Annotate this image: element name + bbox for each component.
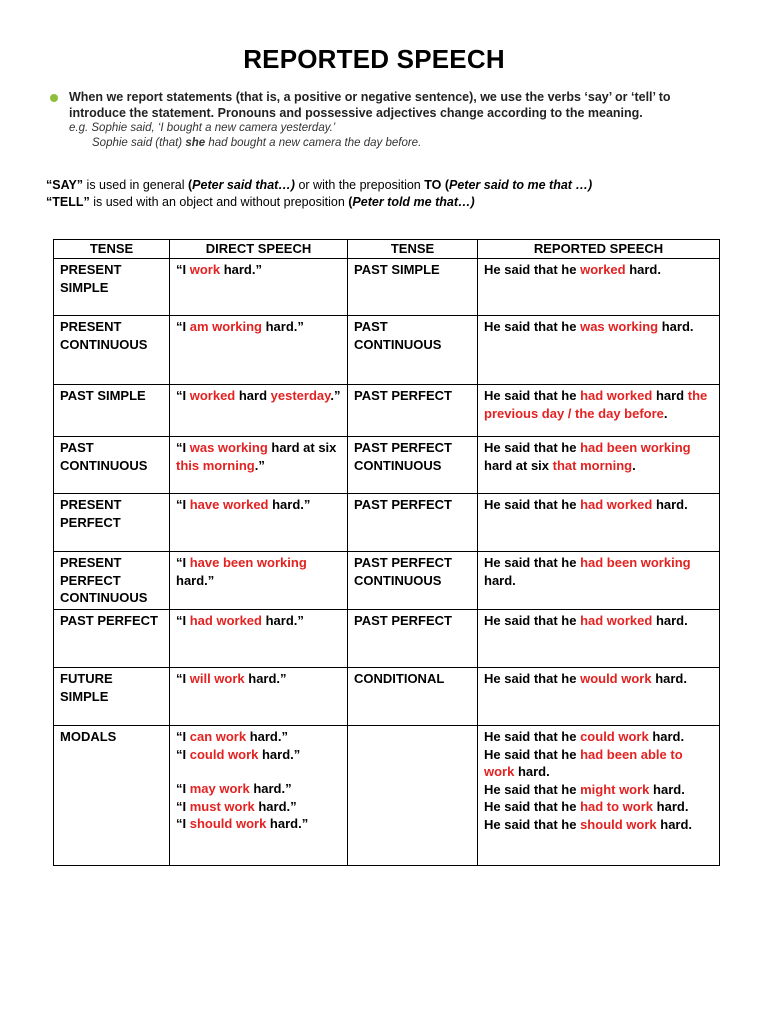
tense-label: PAST PERFECT	[354, 388, 452, 403]
tell-word: “TELL”	[46, 195, 90, 209]
speech-text: hard.”	[261, 613, 304, 628]
speech-text: hard.	[658, 319, 694, 334]
highlighted-verb: had to work	[580, 799, 654, 814]
speech-text: hard.	[651, 671, 687, 686]
reported-speech-cell	[478, 610, 720, 668]
table-row	[54, 668, 720, 726]
speech-text: hard.	[652, 613, 688, 628]
header-direct-speech: DIRECT SPEECH	[170, 240, 348, 259]
tense-cell	[54, 610, 170, 668]
speech-text: He said that he	[484, 555, 581, 570]
highlighted-verb: had worked	[580, 613, 653, 628]
highlighted-verb: had worked	[580, 497, 653, 512]
speech-text: hard.”	[246, 729, 288, 744]
speech-text: “I	[176, 798, 190, 814]
tense-label: MODALS	[60, 729, 117, 744]
modal-line	[484, 746, 713, 781]
speech-text: He said that he	[484, 613, 581, 628]
highlighted-verb: had been able to work	[484, 746, 683, 779]
speech-text: hard.	[648, 729, 685, 744]
speech-text: “I	[176, 440, 190, 455]
speech-text: hard.	[649, 781, 685, 797]
reported-speech-cell	[478, 259, 720, 316]
highlighted-verb: this morning	[176, 457, 255, 473]
modal-line	[176, 798, 341, 816]
tense-cell	[54, 316, 170, 385]
speech-text: hard.	[653, 799, 689, 814]
speech-text: He said that he	[484, 816, 581, 832]
modal-line	[176, 728, 341, 746]
table-row-modals	[54, 726, 720, 866]
highlighted-verb: can work	[189, 729, 247, 744]
reported-tense-cell	[348, 259, 478, 316]
intro-line-1: When we report statements (that is, a positive or negative sentence), we use the verbs ‘say’ or ‘tell’ to	[69, 90, 671, 104]
tense-label: PAST PERFECT	[354, 497, 452, 512]
say-usage-line	[46, 178, 592, 192]
speech-text: hard.”	[268, 497, 311, 512]
speech-text: hard.	[514, 764, 550, 779]
tense-cell	[54, 552, 170, 610]
tense-label: PAST CONTINUOUS	[354, 319, 442, 352]
tense-label: PRESENT SIMPLE	[60, 262, 122, 295]
tell-usage-line	[46, 195, 475, 209]
tense-label: PRESENT PERFECT	[60, 497, 122, 530]
speech-text: He said that he	[484, 746, 581, 762]
speech-text: “I	[176, 388, 190, 403]
speech-text: hard.”	[244, 671, 287, 686]
speech-text: hard.”	[176, 572, 215, 588]
speech-text: “I	[176, 613, 190, 628]
speech-text: “I	[176, 319, 190, 334]
table-row	[54, 259, 720, 316]
table-header-row	[54, 240, 720, 259]
highlighted-verb: could work	[580, 729, 649, 744]
speech-text: “I	[176, 781, 190, 796]
tense-label: PAST CONTINUOUS	[60, 440, 148, 473]
speech-text: hard	[235, 388, 271, 403]
modal-line	[176, 815, 341, 833]
highlighted-verb: had been working	[580, 555, 691, 570]
usage-text: is used in general	[83, 178, 188, 192]
table-row	[54, 316, 720, 385]
example-bold: she	[185, 137, 206, 149]
highlighted-verb: was working	[580, 319, 659, 334]
usage-text: is used with an object and without preposition	[89, 195, 349, 209]
tense-label: PRESENT CONTINUOUS	[60, 319, 148, 352]
speech-text: He said that he	[484, 729, 581, 744]
modal-line	[484, 798, 713, 816]
modal-line	[484, 816, 713, 834]
speech-text: hard.	[484, 572, 516, 588]
usage-paren: (	[441, 178, 450, 192]
highlighted-verb: should work	[580, 816, 657, 832]
direct-speech-cell	[170, 726, 348, 866]
speech-text: “I	[176, 729, 190, 744]
speech-text: “I	[176, 746, 190, 762]
reported-speech-cell	[478, 668, 720, 726]
tense-label: PAST PERFECT CONTINUOUS	[354, 555, 452, 588]
speech-text: hard.”	[220, 262, 262, 277]
speech-text: He said that he	[484, 671, 581, 686]
reported-tense-cell	[348, 385, 478, 437]
reported-speech-cell	[478, 726, 720, 866]
speech-text: He said that he	[484, 262, 581, 277]
usage-example: Peter said to me that …)	[449, 178, 593, 192]
modal-line	[484, 781, 713, 799]
usage-example: Peter said that…)	[192, 178, 295, 192]
highlighted-verb: worked	[580, 262, 626, 277]
speech-text: “I	[176, 497, 190, 512]
reported-speech-cell	[478, 316, 720, 385]
table-row	[54, 494, 720, 552]
say-word: “SAY”	[46, 178, 84, 192]
speech-text: hard at six	[267, 440, 337, 455]
header-tense: TENSE	[54, 240, 170, 259]
tense-label: FUTURE SIMPLE	[60, 671, 113, 704]
tense-label: PAST SIMPLE	[354, 262, 440, 277]
reported-tense-cell	[348, 494, 478, 552]
speech-text: “I	[176, 262, 190, 277]
speech-text: hard.”	[258, 746, 301, 762]
speech-text: .	[632, 457, 636, 473]
tense-label: CONDITIONAL	[354, 671, 445, 686]
highlighted-verb: was working	[189, 440, 268, 455]
highlighted-verb: will work	[189, 671, 245, 686]
tense-cell	[54, 726, 170, 866]
speech-text: hard.	[652, 497, 688, 512]
reported-tense-cell	[348, 668, 478, 726]
to-word: TO	[424, 178, 442, 192]
speech-text: hard.”	[261, 319, 304, 334]
tense-label: PRESENT PERFECT CONTINUOUS	[60, 555, 148, 605]
direct-speech-cell	[170, 259, 348, 316]
table-row	[54, 610, 720, 668]
reported-speech-cell	[478, 385, 720, 437]
tense-label: PAST PERFECT CONTINUOUS	[354, 440, 452, 473]
highlighted-verb: would work	[580, 671, 652, 686]
tense-cell	[54, 385, 170, 437]
speech-text: He said that he	[484, 781, 581, 797]
reported-tense-cell	[348, 552, 478, 610]
speech-text: “I	[176, 555, 190, 570]
speech-text: “I	[176, 671, 190, 686]
highlighted-verb: the previous day / the day before	[484, 388, 708, 421]
highlighted-verb: must work	[189, 798, 255, 814]
example-text: Sophie said (that)	[92, 137, 186, 149]
reported-speech-cell	[478, 494, 720, 552]
bullet-icon	[50, 94, 58, 102]
tense-label: PAST SIMPLE	[60, 388, 146, 403]
modal-line	[176, 763, 341, 780]
highlighted-verb: had been working	[580, 440, 691, 455]
usage-text: or with the preposition	[294, 178, 425, 192]
speech-text: hard.”	[249, 781, 292, 796]
tense-cell	[54, 494, 170, 552]
example-text: had bought a new camera the day before.	[205, 137, 422, 149]
highlighted-verb: had worked	[189, 613, 262, 628]
highlighted-verb: could work	[189, 746, 259, 762]
tense-cell	[54, 259, 170, 316]
speech-text: He said that he	[484, 388, 581, 403]
speech-text: hard.	[656, 816, 693, 832]
direct-speech-cell	[170, 610, 348, 668]
speech-text: .”	[254, 457, 265, 473]
reported-tense-cell	[348, 437, 478, 494]
modal-line	[176, 746, 341, 764]
highlighted-verb: have been working	[189, 555, 307, 570]
speech-text: .”	[330, 388, 341, 403]
tense-label: PAST PERFECT	[354, 613, 452, 628]
highlighted-verb: should work	[189, 816, 267, 831]
direct-speech-cell	[170, 437, 348, 494]
example-line-1: e.g. Sophie said, ‘I bought a new camera yesterday.’	[69, 122, 336, 134]
example-line-2	[92, 137, 421, 149]
table-row	[54, 552, 720, 610]
table-row	[54, 437, 720, 494]
direct-speech-cell	[170, 668, 348, 726]
highlighted-verb: may work	[189, 781, 250, 796]
speech-text: .	[663, 405, 668, 421]
highlighted-verb: that morning	[552, 457, 633, 473]
modal-line	[484, 728, 713, 746]
speech-text: hard.”	[254, 798, 297, 814]
speech-text: He said that he	[484, 799, 581, 814]
speech-text: hard	[652, 388, 688, 403]
usage-example: Peter told me that…)	[352, 195, 475, 209]
direct-speech-cell	[170, 385, 348, 437]
header-reported-speech: REPORTED SPEECH	[478, 240, 720, 259]
header-tense: TENSE	[348, 240, 478, 259]
direct-speech-cell	[170, 316, 348, 385]
highlighted-verb: yesterday	[270, 388, 331, 403]
speech-text: He said that he	[484, 440, 581, 455]
tense-label: PAST PERFECT	[60, 613, 158, 628]
tense-cell	[54, 668, 170, 726]
table-row	[54, 385, 720, 437]
usage-paren: (	[188, 178, 193, 192]
direct-speech-cell	[170, 552, 348, 610]
speech-text: He said that he	[484, 497, 581, 512]
speech-text: “I	[176, 816, 190, 831]
highlighted-verb: work	[189, 262, 221, 277]
speech-text: He said that he	[484, 319, 581, 334]
speech-text: hard.	[625, 262, 661, 277]
reported-tense-cell	[348, 610, 478, 668]
highlighted-verb: might work	[580, 781, 650, 797]
page-title: REPORTED SPEECH	[243, 44, 505, 74]
reported-tense-cell	[348, 316, 478, 385]
tense-table	[53, 239, 720, 866]
highlighted-verb: am working	[189, 319, 262, 334]
tense-cell	[54, 437, 170, 494]
modal-line	[176, 780, 341, 798]
reported-speech-cell	[478, 437, 720, 494]
speech-text: hard at six	[484, 457, 553, 473]
highlighted-verb: have worked	[189, 497, 269, 512]
highlighted-verb: had worked	[580, 388, 653, 403]
reported-speech-cell	[478, 552, 720, 610]
usage-paren: (	[348, 195, 353, 209]
direct-speech-cell	[170, 494, 348, 552]
reported-tense-cell	[348, 726, 478, 866]
intro-line-2: introduce the statement. Pronouns and possessive adjectives change according to the meaning.	[69, 106, 643, 120]
highlighted-verb: worked	[189, 388, 236, 403]
speech-text: hard.”	[266, 816, 309, 831]
